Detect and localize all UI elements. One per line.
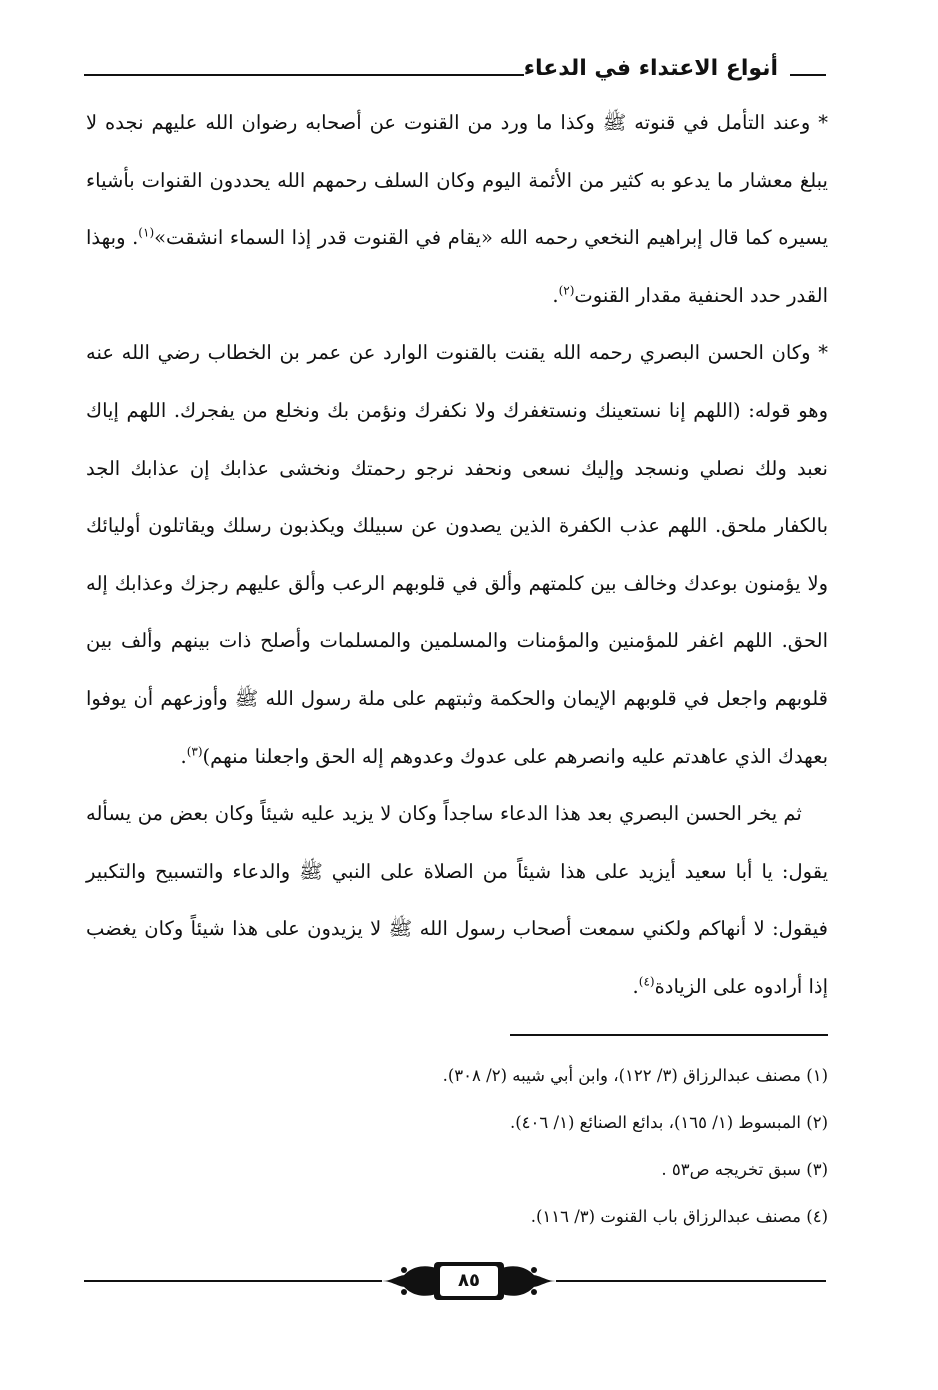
paragraph-2-end: . (180, 744, 187, 768)
page-number: ٨٥ (458, 1270, 480, 1291)
footnote-separator (510, 1034, 828, 1036)
footnote-1: (١) مصنف عبدالرزاق (٣/ ١٢٢)، وابن أبي شيبه (٢/ ٣٠٨). (442, 1066, 828, 1085)
paragraph-2 (86, 324, 828, 785)
paragraph-3-end: . (632, 974, 639, 998)
paragraph-1-continuation: . وبهذا القدر حدد الحنفية مقدار القنوت (86, 226, 828, 307)
header-rule-left (84, 74, 524, 76)
paragraph-1-end: . (552, 283, 559, 307)
footnotes (86, 1052, 828, 1240)
paragraph-3-text: ثم يخر الحسن البصري بعد هذا الدعاء ساجداً وكان لا يزيد عليه شيئاً وكان بعض من يسأله يقول: يا أبا سعيد أيزيد على هذا شيئاً من الصلاة على النبي ﷺ والدعاء والتسبيح والتكبير فيقول: لا أنهاكم ولكني سمعت أصحاب رسول الله ﷺ لا يزيدون على هذا شيئاً وكان يغضب إذا أرادوه على الزيادة (86, 802, 828, 998)
footnote-ref-1[interactable]: (١) (138, 225, 155, 240)
footer-rule-right (556, 1280, 826, 1282)
footer-rule-left (84, 1280, 382, 1282)
footnote-ref-2[interactable]: (٢) (558, 283, 575, 298)
footnote-ref-4[interactable]: (٤) (638, 974, 655, 989)
main-text (86, 94, 828, 1016)
running-header (84, 52, 826, 92)
header-rule-right (790, 74, 826, 76)
chapter-title: أنواع الاعتداء في الدعاء (523, 56, 778, 81)
footnote-2: (٢) المبسوط (١/ ١٦٥)، بدائع الصنائع (١/ ٤٠٦). (509, 1113, 828, 1132)
paragraph-2-text: * وكان الحسن البصري رحمه الله يقنت بالقنوت الوارد عن عمر بن الخطاب رضي الله عنه وهو قوله: (اللهم إنا نستعينك ونستغفرك ولا نكفرك ونؤمن بك ونخلع من يفجرك. اللهم إياك نعبد ولك نصلي ونسجد وإليك نسعى ونحفد نرجو رحمتك ونخشى عذابك إن عذابك الجد بالكفار ملحق. اللهم عذب الكفرة الذين يصدون عن سبيلك ويكذبون رسلك ويقاتلون أوليائك ولا يؤمنون بوعدك وخالف بين كلمتهم وألق في قلوبهم الرعب وألق عليهم رجزك وعذابك إله الحق. اللهم اغفر للمؤمنين والمؤمنات والمسلمين والمسلمات وأصلح ذات بينهم وألف بين قلوبهم واجعل في قلوبهم الإيمان والحكمة وثبتهم على ملة رسول الله ﷺ وأوزعهم أن يوفوا بعهدك الذي عاهدتم عليه وانصرهم على عدوك وعدوهم إله الحق واجعلنا منهم) (86, 341, 828, 768)
paragraph-3 (86, 785, 828, 1015)
paragraph-1 (86, 94, 828, 324)
paragraph-1-text: * وعند التأمل في قنوته ﷺ وكذا ما ورد من القنوت عن أصحابه رضوان الله عليهم نجده لا يبلغ معشار ما يدعو به كثير من الأئمة اليوم وكان السلف رحمهم الله يحددون القنوات بأشياء يسيره كما قال إبراهيم النخعي رحمه الله «يقام في القنوت قدر إذا السماء انشقت» (86, 111, 828, 250)
footnote-3: (٣) سبق تخريجه ص٥٣ . (661, 1160, 828, 1179)
footnote-ref-3[interactable]: (٣) (186, 744, 203, 759)
footnote-4: (٤) مصنف عبدالرزاق باب القنوت (٣/ ١١٦). (530, 1207, 828, 1226)
